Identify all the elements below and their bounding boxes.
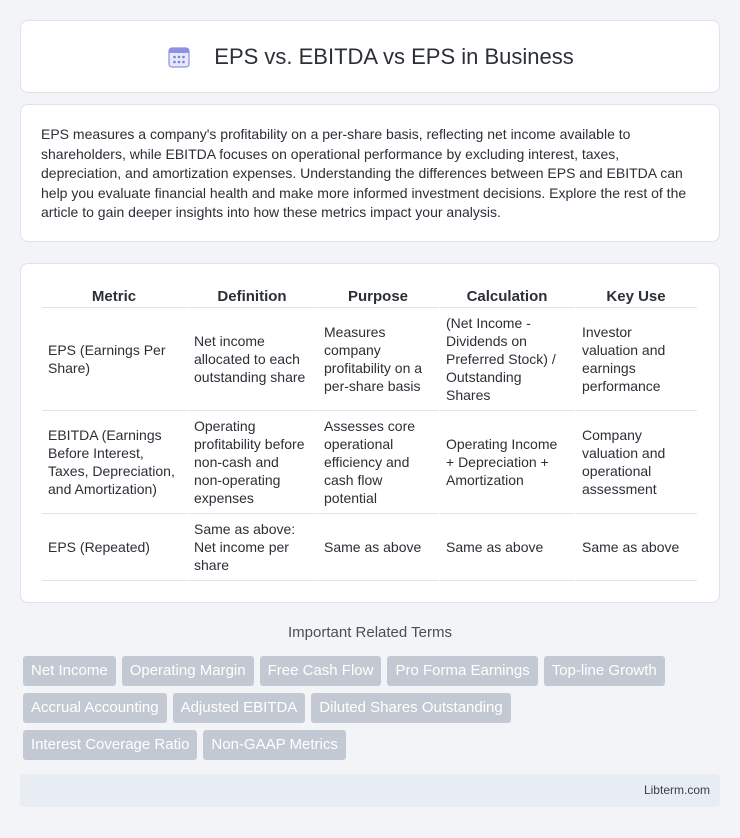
table-cell: Same as above	[576, 514, 698, 581]
related-term-tag[interactable]: Accrual Accounting	[23, 693, 167, 723]
table-card	[20, 263, 720, 603]
tag-row	[23, 693, 723, 723]
related-terms-list	[23, 656, 723, 767]
table-cell: Net income allocated to each outstanding share	[188, 308, 318, 411]
related-term-tag[interactable]: Top-line Growth	[544, 656, 665, 686]
column-header: Metric	[42, 282, 188, 308]
table-row	[42, 411, 698, 514]
footer	[20, 774, 720, 807]
intro-card	[20, 104, 720, 242]
tag-row	[23, 730, 723, 760]
related-term-tag[interactable]: Net Income	[23, 656, 116, 686]
table-cell: Company valuation and operational assessment	[576, 411, 698, 514]
related-term-tag[interactable]: Adjusted EBITDA	[173, 693, 306, 723]
table-cell: Same as above	[440, 514, 576, 581]
comparison-table	[42, 282, 698, 581]
table-cell: Same as above	[318, 514, 440, 581]
related-term-tag[interactable]: Operating Margin	[122, 656, 254, 686]
table-cell: Assesses core operational efficiency and cash flow potential	[318, 411, 440, 514]
table-cell: Operating profitability before non-cash and non-operating expenses	[188, 411, 318, 514]
table-cell: EBITDA (Earnings Before Interest, Taxes, Depreciation, and Amortization)	[42, 411, 188, 514]
intro-text: EPS measures a company's profitability on a per-share basis, reflecting net income available to shareholders, while EBITDA focuses on operational performance by excluding interest, taxes, depreciation, and amortization expenses. Understanding the differences between EPS and EBITDA can help you evaluate financial health and make more informed investment decisions. Explore the rest of the article to gain deeper insights into how these metrics impact your analysis.	[41, 126, 687, 221]
related-term-tag[interactable]: Diluted Shares Outstanding	[311, 693, 510, 723]
column-header: Key Use	[576, 282, 698, 308]
table-header-row	[42, 282, 698, 308]
header-card	[20, 20, 720, 93]
related-term-tag[interactable]: Interest Coverage Ratio	[23, 730, 197, 760]
tag-row	[23, 656, 723, 686]
calendar-icon	[166, 44, 192, 70]
page-title: EPS vs. EBITDA vs EPS in Business	[214, 43, 574, 69]
related-term-tag[interactable]: Free Cash Flow	[260, 656, 382, 686]
table-cell: Same as above: Net income per share	[188, 514, 318, 581]
table-cell: EPS (Earnings Per Share)	[42, 308, 188, 411]
table-cell: (Net Income - Dividends on Preferred Stock) / Outstanding Shares	[440, 308, 576, 411]
table-row	[42, 514, 698, 581]
related-terms-title: Important Related Terms	[288, 624, 452, 641]
footer-site-link[interactable]: Libterm.com	[643, 783, 710, 797]
table-cell: Measures company profitability on a per-share basis	[318, 308, 440, 411]
table-cell: Operating Income + Depreciation + Amortization	[440, 411, 576, 514]
table-cell: EPS (Repeated)	[42, 514, 188, 581]
column-header: Definition	[188, 282, 318, 308]
table-cell: Investor valuation and earnings performance	[576, 308, 698, 411]
related-term-tag[interactable]: Non-GAAP Metrics	[203, 730, 345, 760]
column-header: Calculation	[440, 282, 576, 308]
column-header: Purpose	[318, 282, 440, 308]
table-row	[42, 308, 698, 411]
related-term-tag[interactable]: Pro Forma Earnings	[387, 656, 537, 686]
